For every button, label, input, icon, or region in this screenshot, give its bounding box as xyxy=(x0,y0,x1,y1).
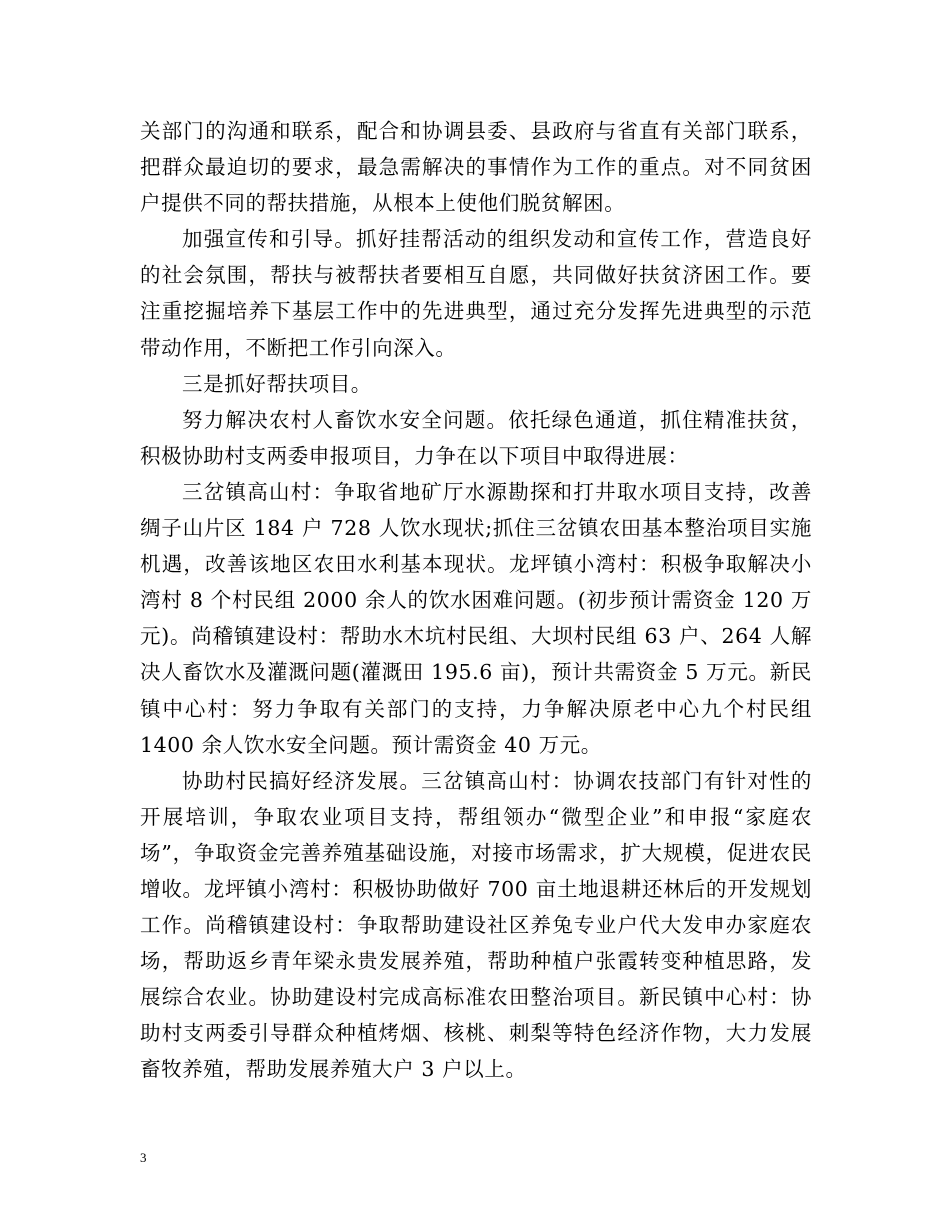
paragraph-1: 关部门的沟通和联系，配合和协调县委、县政府与省直有关部门联系，把群众最迫切的要求，最急需解决的事情作为工作的重点。对不同贫困户提供不同的帮扶措施，从根本上使他们脱贫解困。 xyxy=(140,119,812,216)
document-body xyxy=(140,113,812,1088)
paragraph-3: 三是抓好帮扶项目。 xyxy=(182,371,372,396)
paragraph-5: 三岔镇高山村：争取省地矿厅水源勘探和打井取水项目支持，改善绸子山片区 184 户 728 人饮水现状;抓住三岔镇农田基本整治项目实施机遇，改善该地区农田水利基本现状。龙坪镇小湾村：积极争取解决小湾村 8 个村民组 2000 余人的饮水困难问题。(初步预计需资金 120 万元)。尚稽镇建设村：帮助水木坑村民组、大坝村民组 63 户、264 人解决人畜饮水及灌溉问题(灌溉田 195.6 亩)，预计共需资金 5 万元。新民镇中心村：努力争取有关部门的支持，力争解决原老中心九个村民组 1400 余人饮水安全问题。预计需资金 40 万元。 xyxy=(140,479,812,757)
paragraph-4: 努力解决农村人畜饮水安全问题。依托绿色通道，抓住精准扶贫，积极协助村支两委申报项目，力争在以下项目中取得进展： xyxy=(140,407,812,468)
paragraph-6: 协助村民搞好经济发展。三岔镇高山村：协调农技部门有针对性的开展培训，争取农业项目支持，帮组领办“微型企业”和申报“家庭农场”，争取资金完善养殖基础设施，对接市场需求，扩大规模，促进农民增收。龙坪镇小湾村：积极协助做好 700 亩土地退耕还林后的开发规划工作。尚稽镇建设村：争取帮助建设社区养兔专业户代大发申办家庭农场，帮助返乡青年梁永贵发展养殖，帮助种植户张霞转变种植思路，发展综合农业。协助建设村完成高标准农田整治项目。新民镇中心村：协助村支两委引导群众种植烤烟、核桃、刺梨等特色经济作物，大力发展畜牧养殖，帮助发展养殖大户 3 户以上。 xyxy=(140,768,812,1082)
page-number: 3 xyxy=(140,1150,147,1165)
paragraph-2: 加强宣传和引导。抓好挂帮活动的组织发动和宣传工作，营造良好的社会氛围，帮扶与被帮扶者要相互自愿，共同做好扶贫济困工作。要注重挖掘培养下基层工作中的先进典型，通过充分发挥先进典型的示范带动作用，不断把工作引向深入。 xyxy=(140,227,812,360)
